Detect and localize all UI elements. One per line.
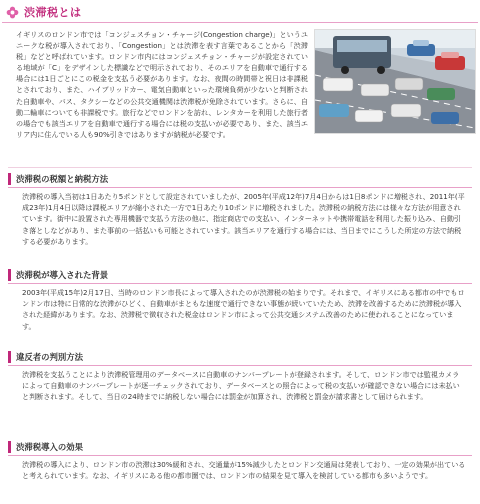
section-heading [8,170,472,188]
page [0,2,480,504]
section-body [8,459,472,481]
section-paragraph: 渋滞税を支払うことにより渋滞税管理用のデータベースに自動車のナンバープレートが登録されます。そして、ロンドン市では監視カメラによって自動車のナンバープレートが逐一チェックされており、データベースとの照合によって税の支払いが確認できない場合には未払いと判断されます。そして、当日の24時までに納税しない場合には罰金が加算され、渋滞税と罰金が請求書として届けられます。 [22,370,460,402]
intro-section [8,29,472,162]
intro-paragraph: イギリスのロンドン市では「コンジェスチョン・チャージ(Congestion charge)」というユニークな税が導入されており、「Congestion」とは渋滞を表す言葉であることから「渋滞税」などと呼ばれています。ロンドン市内にはコンジェスチョン・チャージが設定されている地域が「C」をデザインした標識などで明示されており、そのエリアを自動車で通行する場合には1日ごとにこの税金を支払う必要があります。なお、夜間の時間帯と祝日は非課税とされており、また、ハイブリッドカー、電気自動車といった環境負荷が少ないと判断された自動車や、バス、タクシーなどの公共交通機関は渋滞税が免除されています。さらに、自動二輪車についても非課税です。旅行などでロンドンを訪れ、レンタカーを利用した旅行者の場合でも該当エリアを自動車で通行する場合には税の支払いが必要であり、また、該当エリア内に住んでいる人も90%引きではありますが納税が必要です。 [16,30,308,139]
section-title: 渋滞税の税額と納税方法 [16,173,109,184]
section-violator-detection [0,348,480,403]
section-body [8,191,472,247]
section-tax-amount [0,170,480,247]
section-title: 違反者の判別方法 [16,351,83,362]
heading-bar-icon [8,441,11,453]
section-heading [8,348,472,366]
heading-bar-icon [8,351,11,363]
page-title: 渋滞税とは [24,6,82,19]
section-heading [8,266,472,284]
traffic-image [315,30,475,133]
section-paragraph: 渋滞税の導入当初は1日あたり5ポンドとして設定されていましたが、2005年(平成12年)7月4日からは1日8ポンドに増税され、2011年(平成23年)1月4日以降は課税エリアが縮小された一方で1日あたり10ポンドに増税されました。渋滞税の納税方法には様々な方法が用意されています。街中に設置された専用機器で支払う方法の他に、指定商店での支払い、インターネットや携帯電話を利用した振り込み、自動引き落としなどがあり、また事前の一括払いも可能とされています。該当エリアを通行する場合には、当日までにこうした所定の方法で納税する必要があります。 [22,192,465,246]
heading-bar-icon [8,269,11,281]
divider [8,167,472,168]
heading-bar-icon [8,173,11,185]
section-paragraph: 2003年(平成15年)2月17日、当時のロンドン市長によって導入されたのが渋滞税の始まりです。それまで、イギリスにある都市の中でもロンドン市は特に日常的な渋滞がひどく、自動車がまともな速度で通行できない事態が続いていたため、渋滞を改善するために渋滞税が導入された経緯があります。なお、渋滞税で徴収された税金はロンドン市によって公共交通システム改善のために使われることになっています。 [22,288,465,331]
traffic-illustration [314,29,476,134]
section-background [0,266,480,332]
section-title: 渋滞税が導入された背景 [16,269,109,280]
section-paragraph: 渋滞税の導入により、ロンドン市の渋滞は30%緩和され、交通量が15%減少したとロンドン交通局は発表しており、一定の効果が出ていると考えられています。なお、イギリスにある他の都市圏では、ロンドン市の結果を見て導入を検討している都市も多いようです。 [22,460,466,481]
page-header [2,2,478,23]
intro-text [16,29,308,150]
section-body [8,287,472,332]
section-body [8,369,472,403]
section-effects [0,438,480,481]
section-heading [8,438,472,456]
flower-icon [6,6,19,19]
section-title: 渋滞税導入の効果 [16,441,83,452]
